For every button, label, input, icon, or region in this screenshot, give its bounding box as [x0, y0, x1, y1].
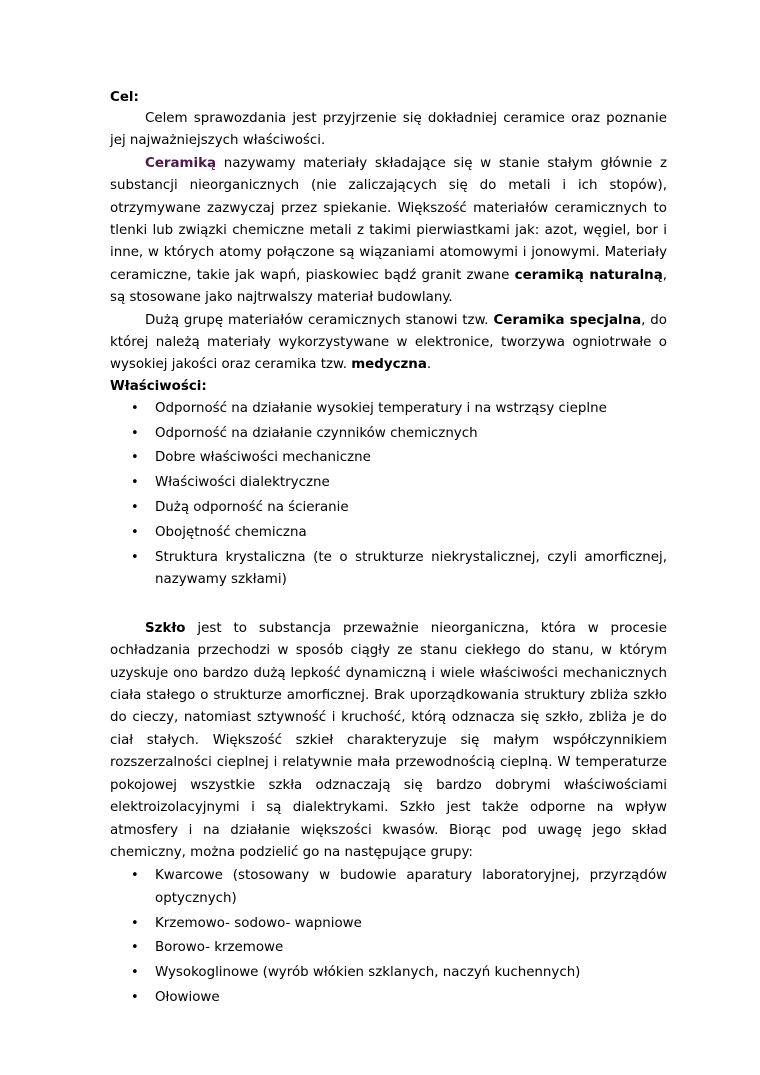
- list-item: • Właściwości dialektryczne: [110, 472, 667, 494]
- bullet-icon: •: [131, 989, 139, 1005]
- list-item: • Krzemowo- sodowo- wapniowe: [110, 913, 667, 935]
- glass-types-list: [110, 865, 667, 1009]
- bullet-icon: •: [131, 450, 139, 466]
- special-ceramics-term: Ceramika specjalna: [493, 312, 642, 328]
- list-item: • Kwarcowe (stosowany w budowie aparatury laboratoryjnej, przyrządów optycznych): [110, 865, 667, 910]
- special-text-2: , do której należą materiały wykorzystywane w elektronice, tworzywa ogniotrwałe o wysokiej jakości oraz ceramika tzw.: [110, 312, 667, 373]
- ceramika-paragraph: [110, 153, 667, 310]
- cel-heading: Cel:: [110, 90, 139, 105]
- ceramika-naturalna-term: ceramiką naturalną: [514, 267, 663, 283]
- cel-paragraph: Celem sprawozdania jest przyjrzenie się dokładniej ceramice oraz poznanie jej najważniejszych właściwości.: [110, 111, 667, 149]
- special-ceramics-paragraph: [110, 310, 667, 377]
- properties-list: [110, 398, 667, 592]
- list-item: • Struktura krystaliczna (te o strukturze niekrystalicznej, czyli amorficznej, nazywamy szkłami): [110, 547, 667, 592]
- ceramika-text-1: nazywamy materiały składające się w stanie stałym głównie z substancji nieorganicznych (nie zaliczających się do metali i ich stopów), otrzymywane zazwyczaj przez spiekanie. Większość materiałów ceramicznych to tlenki lub związki chemiczne metali z takimi pierwiastkami jak: azot, węgiel, bor i inne, w których atomy połączone są wiązaniami atomowymi i jonowymi. Materiały ceramiczne, takie jak wapń, piaskowiec bądź granit zwane: [110, 155, 667, 283]
- special-text-3: .: [426, 357, 432, 373]
- bullet-icon: •: [131, 868, 139, 884]
- list-item: • Dużą odporność na ścieranie: [110, 497, 667, 519]
- bullet-icon: •: [131, 475, 139, 491]
- list-item: • Borowo- krzemowe: [110, 937, 667, 959]
- bullet-icon: •: [131, 940, 139, 956]
- ceramika-term: Ceramiką: [145, 155, 217, 171]
- bullet-icon: •: [131, 965, 139, 981]
- bullet-icon: •: [131, 915, 139, 931]
- glass-term: Szkło: [145, 620, 186, 636]
- bullet-icon: •: [131, 549, 139, 565]
- bullet-icon: •: [131, 524, 139, 540]
- bullet-icon: •: [131, 400, 139, 416]
- list-item: • Obojętność chemiczna: [110, 522, 667, 544]
- special-text-1: Dużą grupę materiałów ceramicznych stanowi tzw.: [145, 312, 494, 328]
- bullet-icon: •: [131, 425, 139, 441]
- list-item: • Ołowiowe: [110, 987, 667, 1009]
- list-item: • Odporność na działanie wysokiej temperatury i na wstrząsy cieplne: [110, 398, 667, 420]
- list-item: • Odporność na działanie czynników chemicznych: [110, 423, 667, 445]
- medical-ceramics-term: medyczna: [351, 357, 427, 373]
- document-page: [110, 88, 667, 1012]
- list-item: • Dobre właściwości mechaniczne: [110, 447, 667, 469]
- ceramika-text-2: , są stosowane jako najtrwalszy materiał budowlany.: [110, 267, 668, 306]
- glass-paragraph: [110, 618, 667, 864]
- blank-line: [110, 594, 667, 618]
- properties-heading: Właściwości:: [110, 378, 207, 394]
- bullet-icon: •: [131, 500, 139, 516]
- glass-text: jest to substancja przeważnie nieorganiczna, która w procesie ochładzania przechodzi w sposób ciągły ze stanu ciekłego do stanu, w którym uzyskuje ono bardzo dużą lepkość dynamiczną i wiele właściwości mechanicznych ciała stałego o strukturze amorficznej. Brak uporządkowania struktury zbliża szkło do cieczy, natomiast sztywność i kruchość, którą odznacza się szkło, zbliża je do ciał stałych. Większość szkieł charakteryzuje się małym współczynnikiem rozszerzalności cieplnej i relatywnie mała przewodnością cieplną. W temperaturze pokojowej wszystkie szkła odznaczają się bardzo dobrymi właściwościami elektroizolacyjnymi i są dialektrykami. Szkło jest także odporne na wpływ atmosfery i na działanie większości kwasów. Biorąc pod uwagę jego skład chemiczny, można podzielić go na następujące grupy:: [110, 620, 667, 860]
- list-item: • Wysokoglinowe (wyrób włókien szklanych, naczyń kuchennych): [110, 962, 667, 984]
